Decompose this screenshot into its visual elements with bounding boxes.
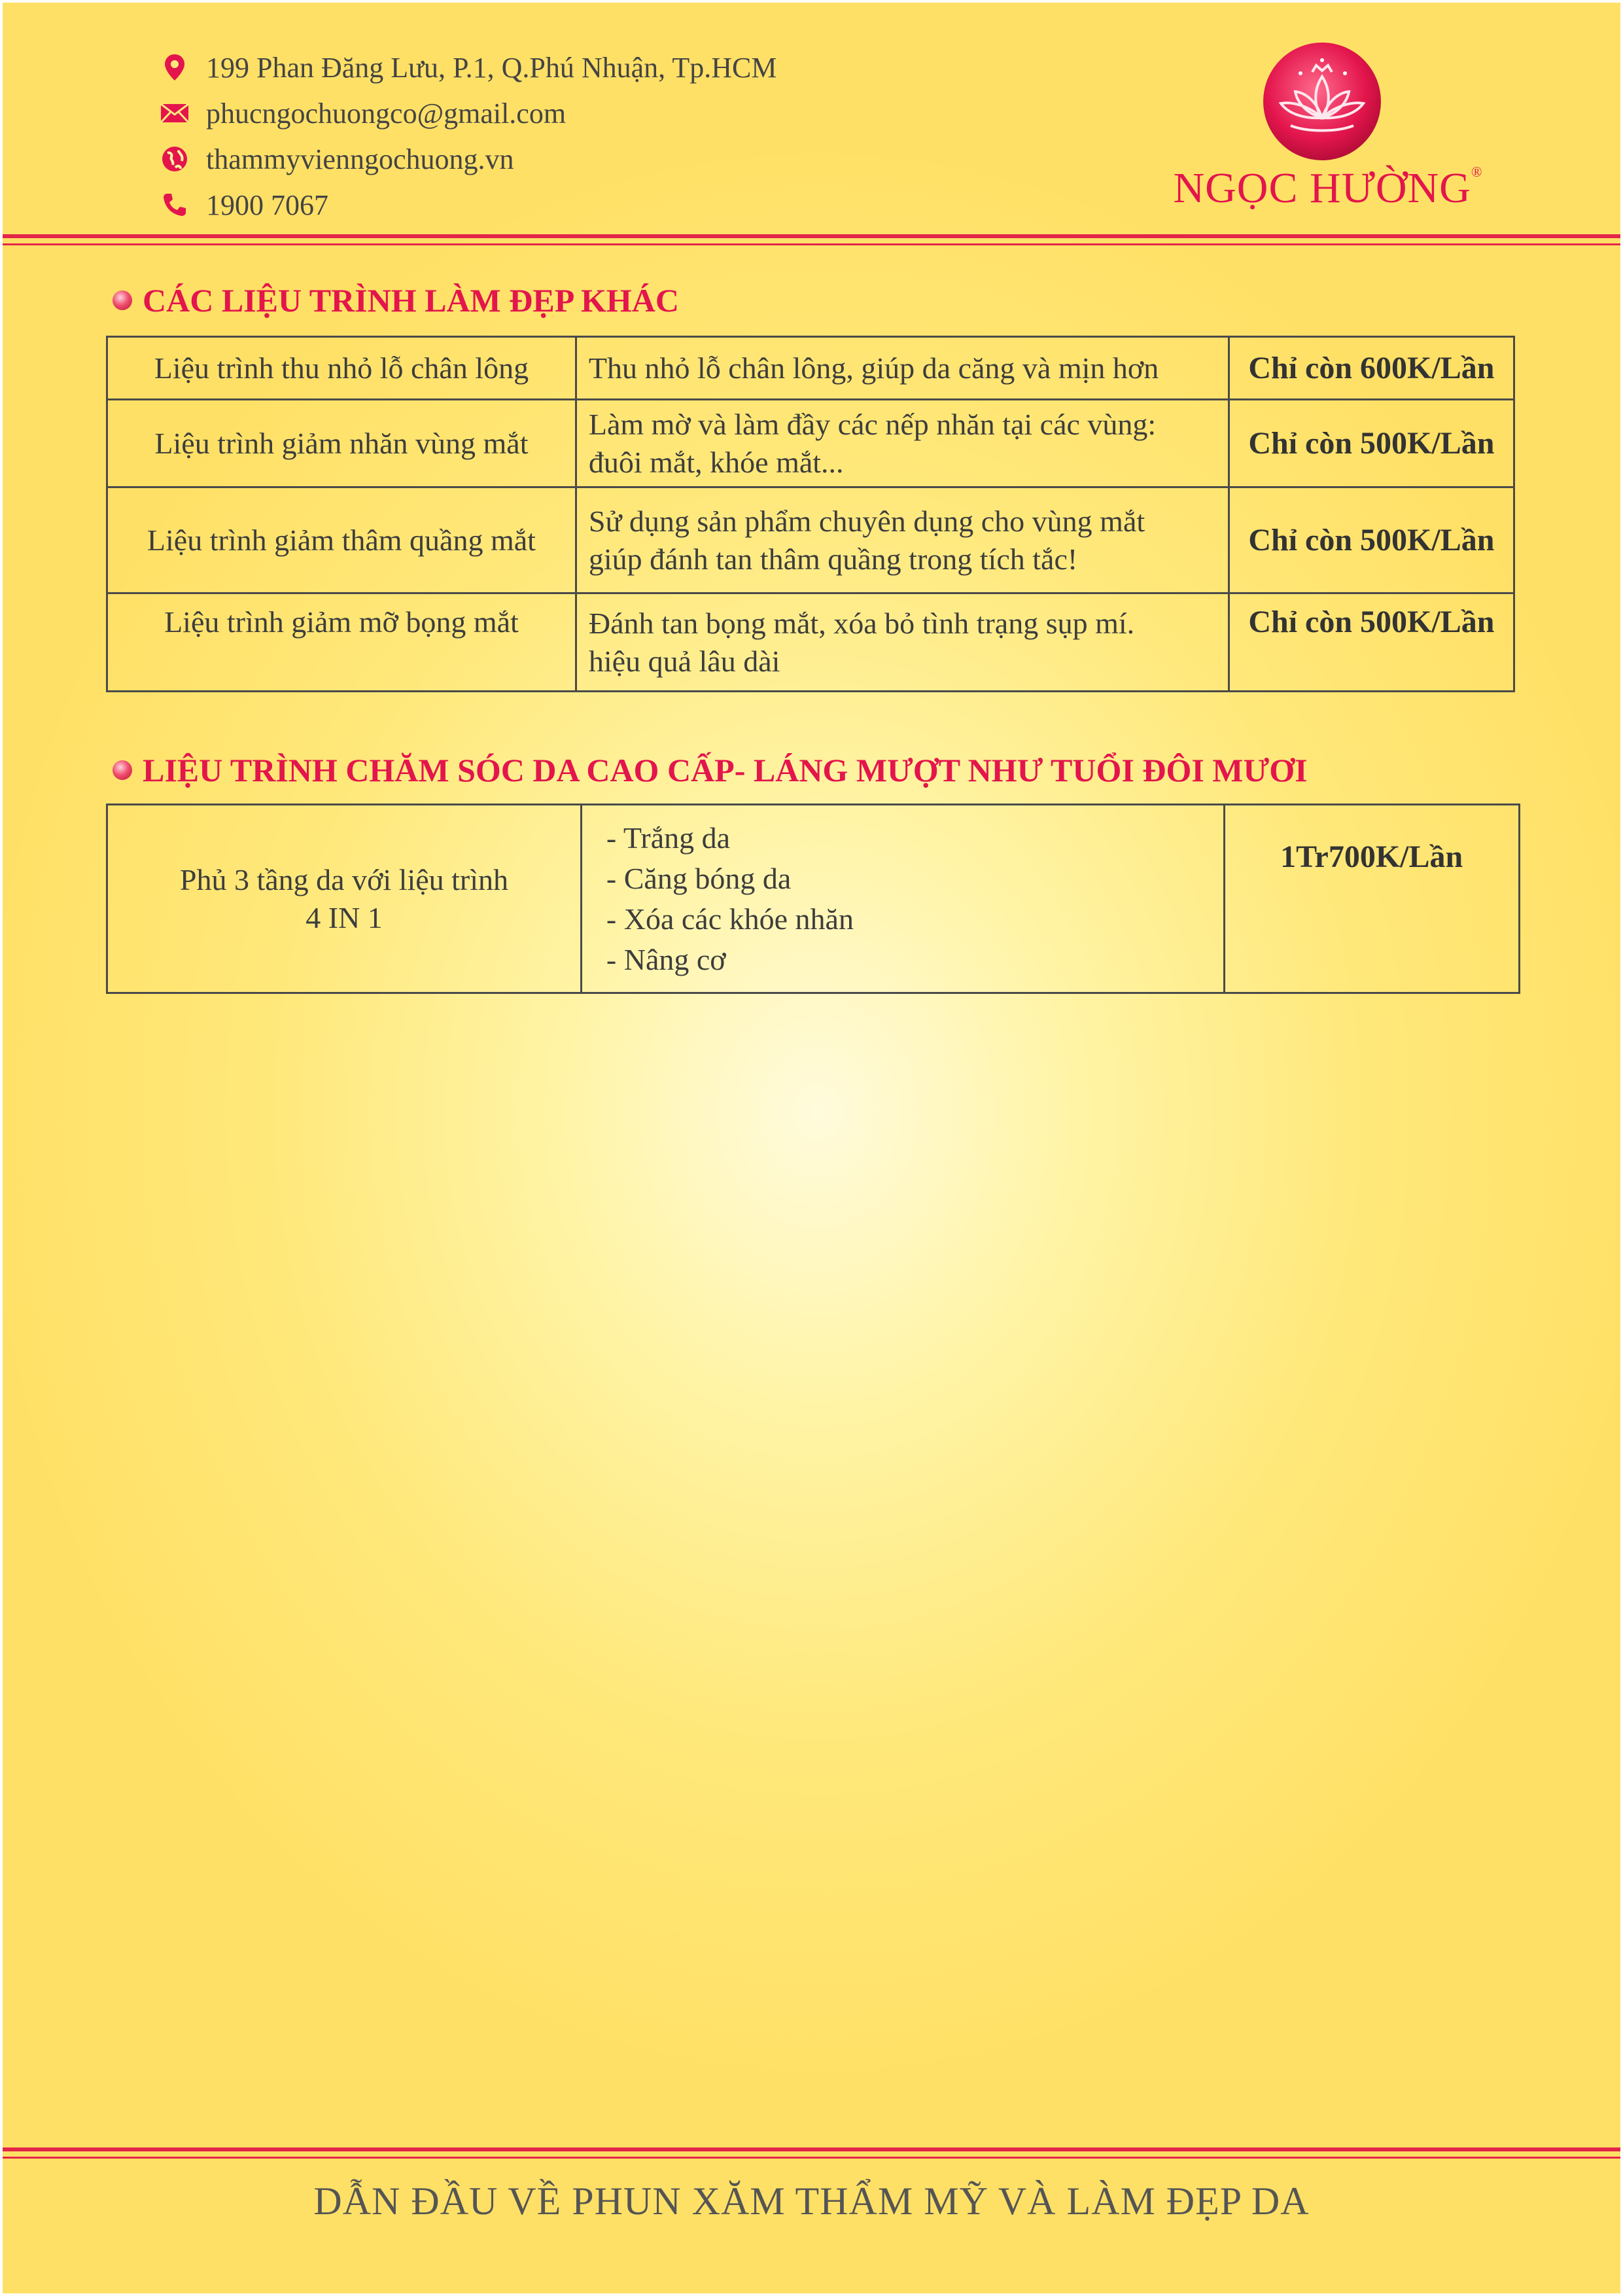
email-link[interactable]: phucngochuongco@gmail.com xyxy=(206,97,567,130)
treatment-description xyxy=(576,400,1229,487)
table-row xyxy=(107,593,1514,692)
website-link[interactable]: thammyvienngochuong.vn xyxy=(206,143,514,175)
treatment-description xyxy=(576,593,1229,692)
list-item: - Xóa các khóe nhăn xyxy=(606,902,854,936)
header-rule-thick xyxy=(3,234,1620,238)
table-row xyxy=(107,487,1514,593)
address-text: 199 Phan Đăng Lưu, P.1, Q.Phú Nhuận, Tp.HCM xyxy=(206,51,777,84)
mail-icon xyxy=(160,99,189,128)
treatment-price: Chỉ còn 500K/Lần xyxy=(1229,593,1514,692)
phone-link[interactable]: 1900 7067 xyxy=(206,188,328,221)
section-bullet-icon xyxy=(113,291,132,310)
benefits-list xyxy=(583,818,1223,980)
brand-name xyxy=(1158,164,1498,213)
treatments-table xyxy=(106,336,1515,692)
section-bullet-icon xyxy=(113,760,132,780)
section2-title: LIỆU TRÌNH CHĂM SÓC DA CAO CẤP- LÁNG MƯỢT NHƯ TUỔI ĐÔI MƯƠI xyxy=(143,752,1308,788)
description-line: Sử dụng sản phẩm chuyên dụng cho vùng mắt xyxy=(588,504,1145,538)
contact-info xyxy=(160,44,777,228)
website-row[interactable] xyxy=(160,136,777,182)
trademark-symbol: ® xyxy=(1471,164,1483,180)
section2-heading xyxy=(113,751,1308,789)
premium-treatment-table xyxy=(106,804,1520,994)
treatment-price: Chỉ còn 600K/Lần xyxy=(1229,337,1514,400)
table-row xyxy=(107,805,1520,993)
treatment-name: Liệu trình giảm nhăn vùng mắt xyxy=(107,400,576,487)
brand-logo xyxy=(1158,39,1498,222)
address-row xyxy=(160,44,777,90)
phone-row[interactable] xyxy=(160,182,777,228)
description-line: Thu nhỏ lỗ chân lông, giúp da căng và mịn hơn xyxy=(588,351,1159,385)
list-item: - Nâng cơ xyxy=(606,942,726,976)
globe-icon xyxy=(160,145,189,173)
description-line: Làm mờ và làm đầy các nếp nhăn tại các vùng: xyxy=(588,407,1157,441)
section1-heading xyxy=(113,281,679,319)
header-rule-thin xyxy=(3,243,1620,245)
email-row[interactable] xyxy=(160,90,777,136)
treatment-description xyxy=(576,337,1229,400)
table-row xyxy=(107,337,1514,400)
phone-icon xyxy=(160,190,189,219)
footer-rule-thin xyxy=(3,2157,1620,2159)
section1-title: CÁC LIỆU TRÌNH LÀM ĐẸP KHÁC xyxy=(143,282,679,319)
premium-treatment-name xyxy=(107,805,582,993)
treatment-name: Liệu trình giảm thâm quầng mắt xyxy=(107,487,576,593)
list-item: - Căng bóng da xyxy=(606,861,792,895)
name-line: Phủ 3 tầng da với liệu trình xyxy=(179,862,509,896)
name-line: 4 IN 1 xyxy=(305,900,383,934)
description-line: Đánh tan bọng mắt, xóa bỏ tình trạng sụp mí. xyxy=(588,606,1135,640)
list-item: - Trắng da xyxy=(606,821,731,855)
treatment-name: Liệu trình thu nhỏ lỗ chân lông xyxy=(107,337,576,400)
treatment-price: Chỉ còn 500K/Lần xyxy=(1229,487,1514,593)
lotus-logo-icon xyxy=(1261,41,1383,162)
treatment-description xyxy=(576,487,1229,593)
description-line: đuôi mắt, khóe mắt... xyxy=(588,445,844,479)
location-pin-icon xyxy=(160,53,189,82)
description-line: giúp đánh tan thâm quầng trong tích tắc! xyxy=(588,542,1078,576)
brand-name-text: NGỌC HƯỜNG xyxy=(1173,164,1471,212)
treatment-name: Liệu trình giảm mỡ bọng mắt xyxy=(107,593,576,692)
footer-slogan: DẪN ĐẦU VỀ PHUN XĂM THẨM MỸ VÀ LÀM ĐẸP DA xyxy=(313,2180,1310,2223)
premium-treatment-price: 1Tr700K/Lần xyxy=(1225,805,1520,993)
table-row xyxy=(107,400,1514,487)
footer-rule-thick xyxy=(3,2147,1620,2151)
treatment-price: Chỉ còn 500K/Lần xyxy=(1229,400,1514,487)
premium-treatment-benefits xyxy=(581,805,1224,993)
description-line: hiệu quả lâu dài xyxy=(588,644,780,678)
